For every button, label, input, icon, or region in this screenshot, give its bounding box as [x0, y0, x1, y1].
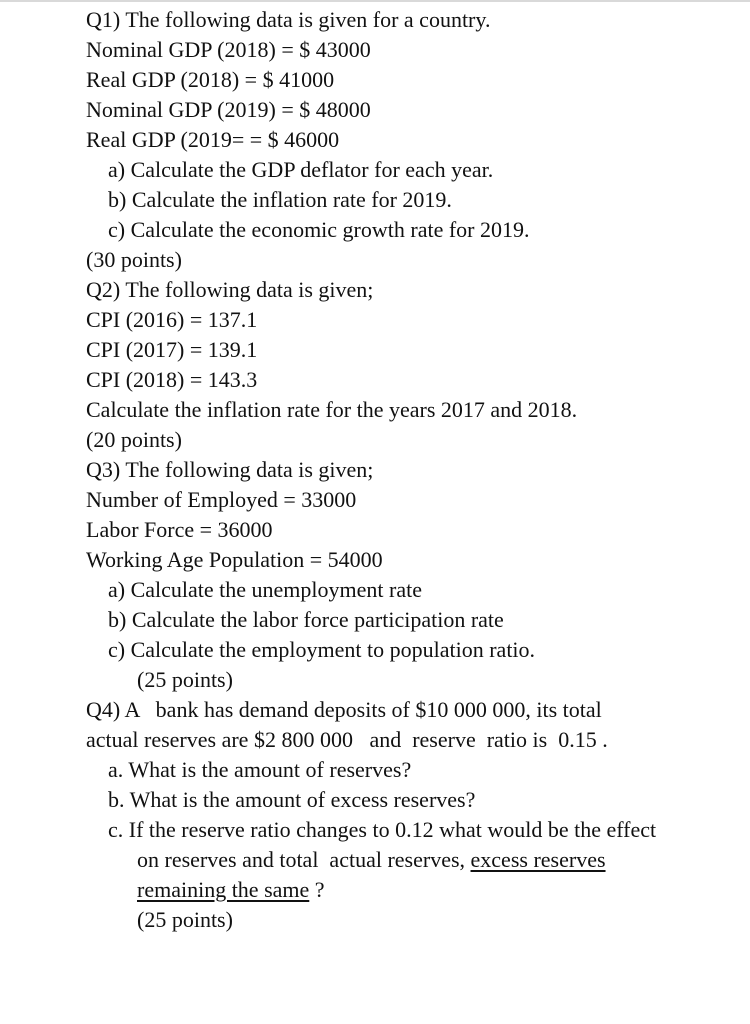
q3-points: (25 points)	[137, 667, 233, 692]
q4-cont-tail: ?	[309, 877, 325, 902]
q1-title: Q1) The following data is given for a country.	[86, 7, 491, 32]
q3-working-age-population: Working Age Population = 54000	[86, 547, 383, 572]
q2-cpi-2016: CPI (2016) = 137.1	[86, 307, 258, 332]
q4-cont-plain: on reserves and total actual reserves,	[137, 847, 471, 872]
top-border	[0, 0, 750, 2]
q2-task: Calculate the inflation rate for the years 2017 and 2018.	[86, 397, 578, 422]
q4-line-2: actual reserves are $2 800 000 and reserve ratio is 0.15 .	[86, 727, 608, 752]
q4-part-c-continuation-2	[0, 875, 750, 905]
q4-part-a: a. What is the amount of reserves?	[108, 757, 412, 782]
q1-nominal-gdp-2019: Nominal GDP (2019) = $ 48000	[86, 97, 371, 122]
q4-underlined-remaining-same: remaining the same	[137, 877, 310, 902]
q1-nominal-gdp-2018: Nominal GDP (2018) = $ 43000	[86, 37, 371, 62]
q4-underlined-excess-reserves: excess reserves	[470, 847, 606, 872]
q2-points: (20 points)	[86, 427, 182, 452]
q4-part-c-continuation-1	[0, 845, 750, 875]
q2-cpi-2018: CPI (2018) = 143.3	[86, 367, 258, 392]
document-body	[0, 5, 750, 935]
q3-part-c: c) Calculate the employment to population ratio.	[108, 637, 536, 662]
q4-part-c: c. If the reserve ratio changes to 0.12 what would be the effect	[108, 817, 657, 842]
q4-part-b: b. What is the amount of excess reserves?	[108, 787, 476, 812]
q1-part-b: b) Calculate the inflation rate for 2019.	[108, 187, 452, 212]
q3-employed: Number of Employed = 33000	[86, 487, 357, 512]
q2-title: Q2) The following data is given;	[86, 277, 374, 302]
q1-points: (30 points)	[86, 247, 182, 272]
q4-line-1: Q4) A bank has demand deposits of $10 000 000, its total	[86, 697, 602, 722]
q3-labor-force: Labor Force = 36000	[86, 517, 273, 542]
q4-points: (25 points)	[137, 907, 233, 932]
q2-cpi-2017: CPI (2017) = 139.1	[86, 337, 258, 362]
q1-part-c: c) Calculate the economic growth rate for 2019.	[108, 217, 530, 242]
q3-part-a: a) Calculate the unemployment rate	[108, 577, 422, 602]
q1-part-a: a) Calculate the GDP deflator for each year.	[108, 157, 494, 182]
q1-real-gdp-2019: Real GDP (2019= = $ 46000	[86, 127, 340, 152]
q3-part-b: b) Calculate the labor force participation rate	[108, 607, 504, 632]
q3-title: Q3) The following data is given;	[86, 457, 374, 482]
q1-real-gdp-2018: Real GDP (2018) = $ 41000	[86, 67, 335, 92]
